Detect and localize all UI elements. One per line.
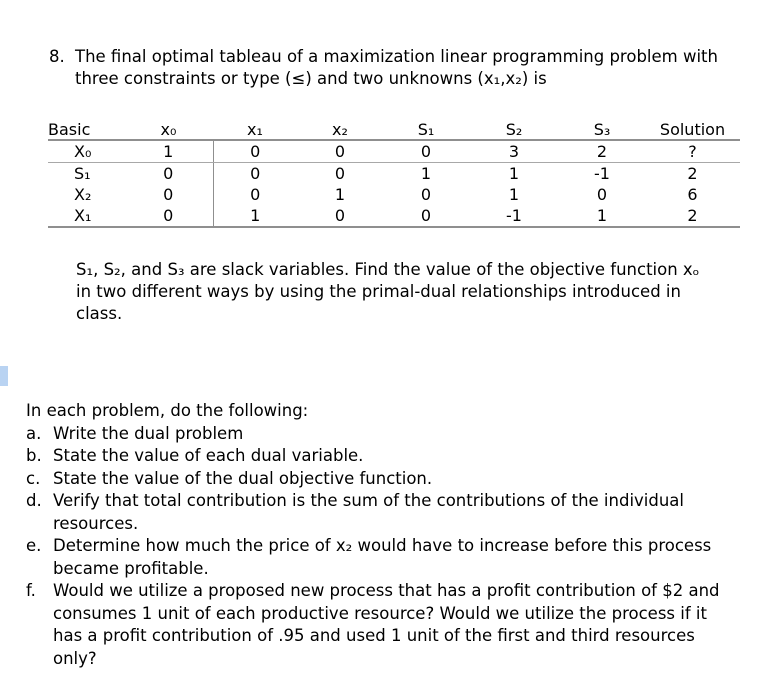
table-row [48, 163, 740, 185]
question-line-2: three constraints or type (≤) and two unknowns (x₁,x₂) is [75, 69, 547, 88]
item-text: Verify that total contribution is the sum of the contributions of the individual resources. [53, 491, 685, 533]
note-line-1: S₁, S₂, and S₃ are slack variables. Find the value of the objective function xₒ [76, 260, 700, 279]
table-cell: 1 [508, 185, 520, 204]
item-letter: b. [26, 446, 42, 465]
slack-variable-note [76, 259, 736, 325]
table-cell: 0 [297, 205, 383, 227]
table-cell: 1 [213, 205, 297, 227]
list-item [26, 490, 726, 535]
table-cell: 0 [124, 205, 213, 227]
instructions-block [26, 400, 726, 670]
header-x2: x₂ [297, 115, 383, 140]
table-cell: ? [645, 140, 740, 163]
note-line-2: in two different ways by using the primal-dual relationships introduced in [76, 282, 681, 301]
table-cell: 0 [213, 163, 297, 185]
item-text: Write the dual problem [53, 423, 244, 443]
table-cell: 0 [297, 140, 383, 163]
table-cell: 1 [124, 140, 213, 163]
table-cell: 0 [596, 185, 608, 204]
header-s1: S₁ [383, 115, 469, 140]
table-cell: 0 [213, 184, 297, 205]
table-cell: 0 [163, 164, 174, 183]
item-letter: c. [26, 468, 41, 488]
header-s2: S₂ [469, 115, 559, 140]
table-cell: 2 [645, 205, 740, 227]
table-cell: 3 [469, 140, 559, 163]
item-letter: d. [26, 491, 42, 510]
instructions-list [26, 423, 726, 671]
item-letter: f. [26, 581, 36, 600]
header-s3: S₃ [559, 115, 645, 140]
item-text: State the value of each dual variable. [53, 446, 364, 465]
table-row [48, 140, 740, 163]
item-letter: a. [26, 423, 42, 443]
item-text: Determine how much the price of x₂ would have to increase before this process became profitable. [53, 536, 712, 578]
list-item [26, 445, 726, 468]
table-cell: 0 [383, 140, 469, 163]
question-line-1: The final optimal tableau of a maximization linear programming problem with [75, 47, 718, 66]
table-cell: 2 [687, 164, 698, 183]
table-cell: 0 [213, 140, 297, 163]
item-letter: e. [26, 536, 42, 555]
list-item [26, 580, 726, 670]
header-solution: Solution [645, 115, 740, 140]
simplex-tableau [48, 115, 740, 228]
table-cell: 0 [334, 164, 346, 183]
tableau-header-row [48, 115, 740, 140]
header-x1: x₁ [213, 115, 297, 140]
question-title [49, 46, 749, 90]
table-cell: 1 [420, 164, 432, 183]
list-item [26, 535, 726, 580]
table-cell: 0 [163, 185, 174, 204]
list-item [26, 423, 726, 446]
table-row [48, 205, 740, 227]
header-basic: Basic [48, 115, 124, 140]
list-item [26, 468, 726, 491]
question-number: 8. [49, 47, 65, 66]
row-basic-var: S₁ [74, 164, 91, 183]
table-cell: 1 [334, 185, 346, 204]
row-basic-var: X₀ [48, 140, 124, 163]
table-cell: -1 [594, 164, 610, 183]
table-cell: 1 [559, 205, 645, 227]
header-x0: x₀ [124, 115, 213, 140]
item-text: State the value of the dual objective function. [53, 468, 433, 488]
item-text: Would we utilize a proposed new process that has a profit contribution of $2 and consumes 1 unit of each productive resource? Would we utilize the process if it has a profit contribution of .95 and used 1 unit of the first and third resources only? [53, 581, 720, 668]
instructions-heading: In each problem, do the following: [26, 401, 309, 420]
table-cell: 2 [559, 140, 645, 163]
table-cell: 0 [420, 185, 432, 204]
row-basic-var: X₁ [48, 205, 124, 227]
note-line-3: class. [76, 304, 123, 323]
table-cell: 6 [687, 185, 698, 204]
table-cell: 1 [508, 164, 520, 183]
table-cell: 0 [383, 205, 469, 227]
table-row [48, 184, 740, 205]
table-cell: -1 [469, 205, 559, 227]
selection-marker [0, 366, 8, 386]
row-basic-var: X₂ [74, 185, 92, 204]
